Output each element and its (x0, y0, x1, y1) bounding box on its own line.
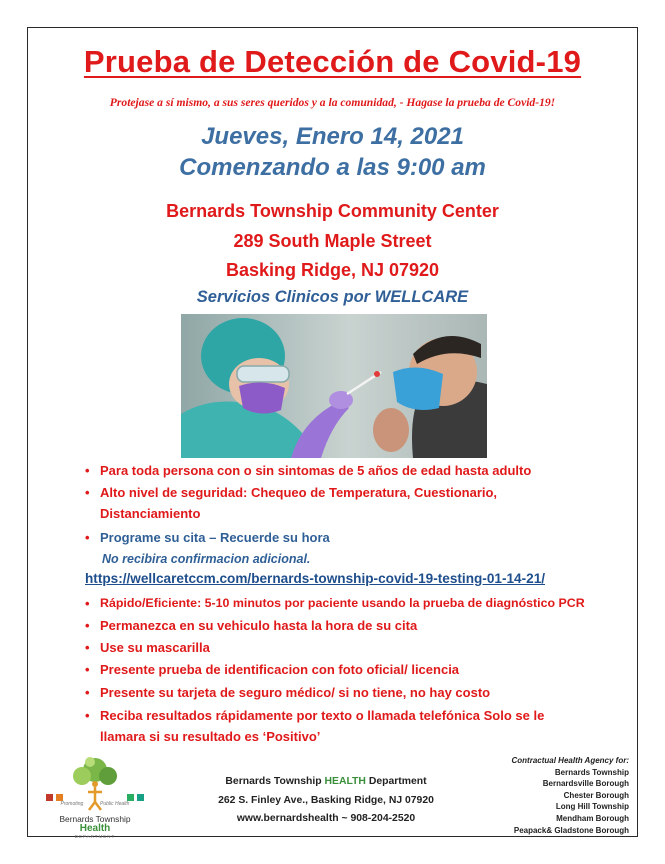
list-item: • Reciba resultados rápidamente por texto o llamada telefónica Solo se le (84, 705, 624, 726)
venue-city: Basking Ridge, NJ 07920 (225, 260, 440, 280)
logo-name: Bernards Township (59, 814, 131, 824)
bullet-icon: • (85, 530, 90, 545)
agency-list (512, 755, 630, 836)
clinic-provider: Servicios Clinicos por WELLCARE (196, 288, 469, 306)
agency-member: Bernardsville Borough (542, 779, 629, 789)
event-date: Jueves, Enero 14, 2021 (201, 123, 464, 150)
logo-sub: DEPARTMENT (74, 834, 116, 839)
agency-member: Bernards Township (554, 767, 629, 777)
confirmation-note: No recibira confirmacion adicional. (102, 552, 311, 566)
venue-street: 289 South Maple Street (233, 231, 432, 251)
list-item: • Para toda persona con o sin sintomas de 5 años de edad hasta adulto (84, 460, 624, 481)
footer-contact: www.bernardshealth ~ 908-204-2520 (236, 813, 416, 824)
subtitle: Protejase a sí mismo, a sus seres queridos y a la comunidad, - Hagase la prueba de Covid-19! (109, 96, 556, 109)
bullet-icon: • (85, 640, 90, 655)
agency-member: Peapack& Gladstone Borough (513, 825, 629, 835)
list-item: • Presente prueba de identificacion con foto oficial/ licencia (84, 659, 624, 680)
logo-name-health: Health (79, 823, 111, 834)
testing-photo (181, 314, 487, 458)
logo-tagline: Promoting Public Health (60, 801, 130, 807)
list-item: • Use su mascarilla (84, 637, 624, 658)
agency-member: Chester Borough (563, 790, 629, 800)
bullet-icon: • (85, 596, 90, 611)
bullet-icon: • (85, 463, 90, 478)
list-item: • Rápido/Eficiente: 5-10 minutos por paciente usando la prueba de diagnóstico PCR (84, 593, 624, 614)
page-title: Prueba de Detección de Covid-19 (83, 44, 582, 79)
list-item: Distanciamiento (100, 506, 201, 521)
bullet-icon: • (85, 708, 90, 723)
bullet-icon: • (85, 485, 90, 500)
bullet-icon: • (85, 685, 90, 700)
list-item: • Alto nivel de seguridad: Chequeo de Temperatura, Cuestionario, (84, 482, 624, 503)
footer-department: Bernards Township HEALTH Department (225, 776, 427, 787)
list-item: llamara si su resultado es ‘Positivo’ (100, 729, 321, 744)
agency-header: Contractual Health Agency for: (511, 756, 629, 765)
bullet-icon: • (85, 618, 90, 633)
list-item: • Programe su cita – Recuerde su hora (84, 527, 624, 548)
event-time: Comenzando a las 9:00 am (179, 154, 486, 181)
bullet-icon: • (85, 662, 90, 677)
footer-address: 262 S. Finley Ave., Basking Ridge, NJ 07920 (218, 795, 434, 806)
agency-member: Long Hill Township (555, 802, 629, 812)
agency-member: Mendham Borough (556, 813, 629, 823)
list-item: • Permanezca en su vehiculo hasta la hora de su cita (84, 615, 624, 636)
list-item: • Presente su tarjeta de seguro médico/ si no tiene, no hay costo (84, 682, 624, 703)
venue-name: Bernards Township Community Center (166, 201, 499, 221)
registration-link[interactable]: https://wellcaretccm.com/bernards-township-covid-19-testing-01-14-21/ (85, 571, 546, 586)
